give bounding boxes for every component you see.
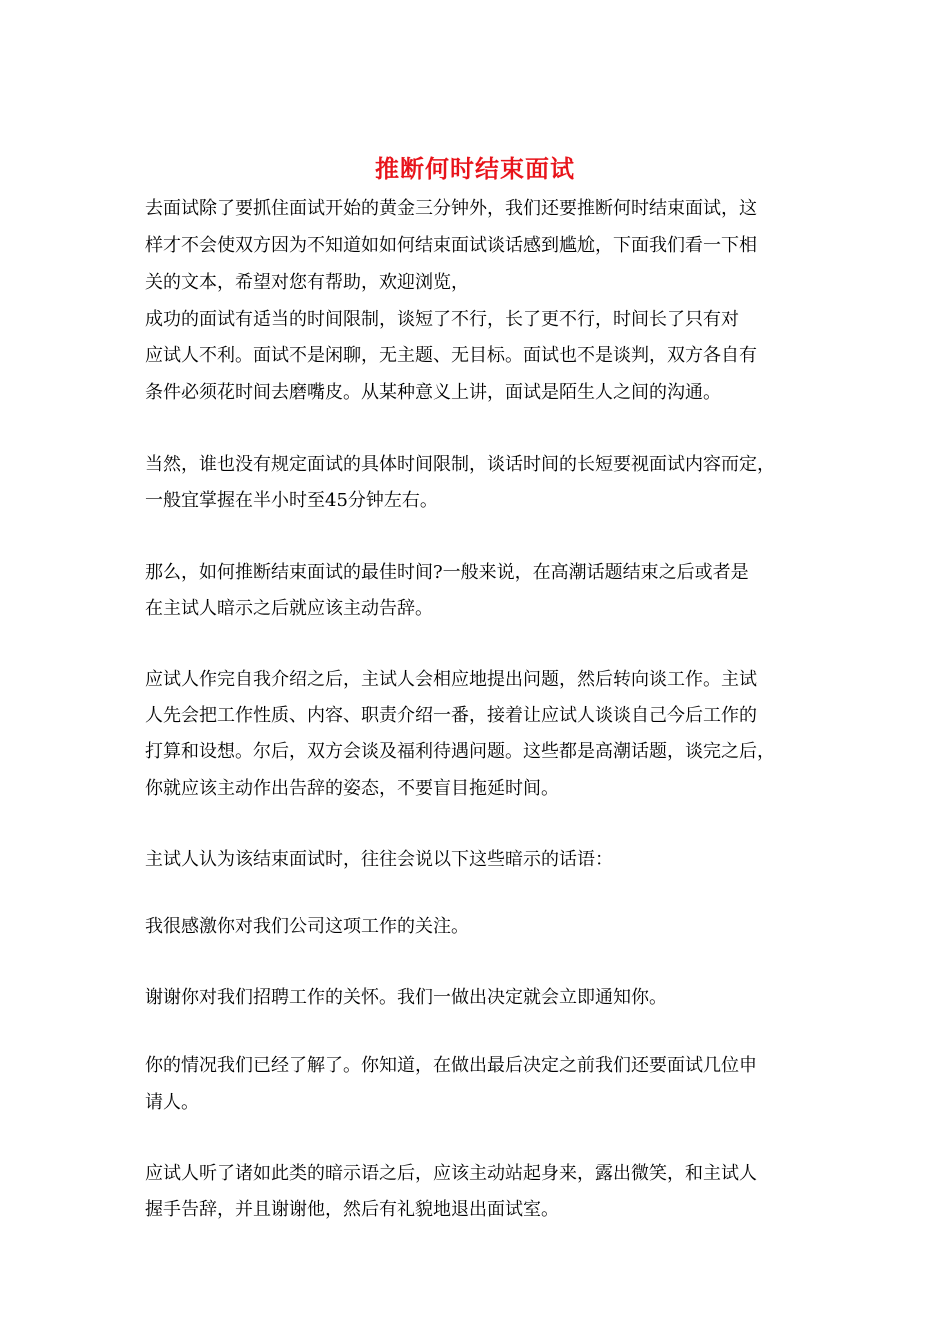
text-line: 谢谢你对我们招聘工作的关怀。我们一做出决定就会立即通知你。 (145, 987, 667, 1008)
text-line: 去面试除了要抓住面试开始的黄金三分钟外，我们还要推断何时结束面试，这 (145, 198, 757, 219)
text-line: 那么，如何推断结束面试的最佳时间?一般来说，在高潮话题结束之后或者是 (145, 562, 749, 583)
text-line: 成功的面试有适当的时间限制，谈短了不行，长了更不行，时间长了只有对 (145, 309, 739, 330)
document-title: 推断何时结束面试 (375, 154, 575, 183)
text-line: 当然，谁也没有规定面试的具体时间限制，谈话时间的长短要视面试内容而定， (145, 454, 775, 475)
text-line: 在主试人暗示之后就应该主动告辞。 (145, 598, 433, 619)
text-line: 条件必须花时间去磨嘴皮。从某种意义上讲，面试是陌生人之间的沟通。 (145, 382, 721, 403)
text-line: 请人。 (145, 1092, 199, 1113)
text-line: 应试人作完自我介绍之后，主试人会相应地提出问题，然后转向谈工作。主试 (145, 669, 757, 690)
text-line: 主试人认为该结束面试时，往往会说以下这些暗示的话语： (145, 849, 613, 870)
text-line: 应试人不利。面试不是闲聊，无主题、无目标。面试也不是谈判，双方各自有 (145, 345, 757, 366)
text-line: 样才不会使双方因为不知道如如何结束面试谈话感到尴尬，下面我们看一下相 (145, 235, 757, 256)
text-line: 我很感激你对我们公司这项工作的关注。 (145, 916, 469, 937)
text-line: 你的情况我们已经了解了。你知道，在做出最后决定之前我们还要面试几位申 (145, 1055, 757, 1076)
text-line: 握手告辞，并且谢谢他，然后有礼貌地退出面试室。 (145, 1199, 559, 1220)
text-line: 关的文本，希望对您有帮助，欢迎浏览， (145, 272, 469, 293)
text-line: 一般宜掌握在半小时至45分钟左右。 (145, 490, 438, 511)
text-line: 打算和设想。尔后，双方会谈及福利待遇问题。这些都是高潮话题，谈完之后， (145, 741, 775, 762)
text-line: 应试人听了诸如此类的暗示语之后，应该主动站起身来，露出微笑，和主试人 (145, 1163, 757, 1184)
text-line: 人先会把工作性质、内容、职责介绍一番，接着让应试人谈谈自己今后工作的 (145, 705, 757, 726)
text-line: 你就应该主动作出告辞的姿态，不要盲目拖延时间。 (145, 778, 559, 799)
